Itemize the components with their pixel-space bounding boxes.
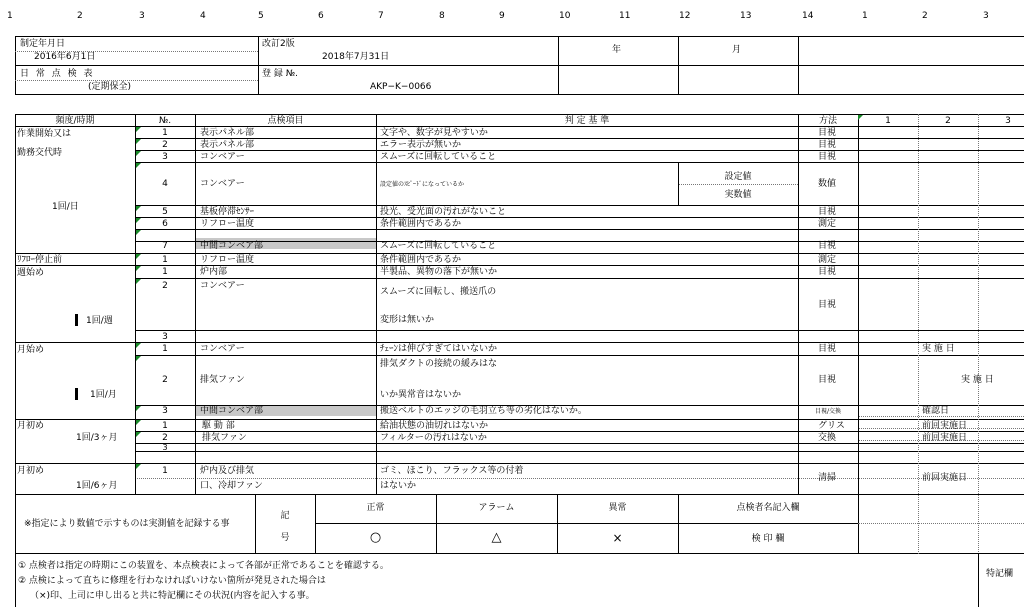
group-quarterly-frequency: 1回/3ヶ月	[76, 433, 118, 443]
row-criteria: 条件範囲内であるか	[380, 255, 462, 265]
row-implementation-date: 実 施 日	[922, 344, 955, 354]
sheet-subtitle: (定期保全)	[88, 82, 132, 92]
established-date: 2016年6月1日	[34, 52, 96, 62]
row-method: 交換	[818, 433, 837, 443]
row-method: グリス	[818, 421, 845, 431]
row-criteria: 搬送ベルトのエッジの毛羽立ち等の劣化はないか。	[380, 406, 587, 416]
row-no: 5	[162, 207, 168, 217]
row-no: 6	[162, 219, 168, 229]
row-method: 数値	[818, 179, 837, 189]
row-method: 目視/交換	[815, 408, 842, 415]
col-num: 11	[619, 11, 631, 21]
row-item: 排気ファン	[200, 375, 245, 385]
year-label: 年	[612, 45, 622, 55]
row-method: 目視	[818, 300, 837, 310]
col-num: 8	[439, 11, 445, 21]
row-implementation-date: 実 施 日	[961, 375, 994, 385]
group-half-year-title: 月初め	[17, 466, 45, 476]
row-no: 1	[162, 255, 168, 265]
registration-number: AKP−K−0066	[370, 82, 432, 92]
row-no: 1	[162, 128, 168, 138]
row-criteria: 半製品、異物の落下が無いか	[380, 267, 498, 277]
row-item-line1: 炉内及び排気	[200, 466, 255, 476]
legend-normal-label: 正常	[366, 503, 385, 513]
row-item: 基板停滞ｾﾝｻｰ	[200, 207, 255, 217]
row-item: 中間コンベア部	[200, 406, 264, 416]
row-method: 目視	[818, 207, 837, 217]
row-subfield-setting: 設定値	[724, 172, 752, 182]
row-no: 1	[162, 267, 168, 277]
registration-label: 登 録 №.	[262, 69, 298, 79]
legend-abnormal-mark: ×	[612, 531, 623, 545]
remarks-label: 特記欄	[986, 569, 1014, 579]
legend-abnormal-label: 異常	[608, 503, 627, 513]
row-method: 測定	[818, 219, 837, 229]
col-num: 3	[983, 11, 989, 21]
row-no: 2	[162, 433, 168, 443]
row-no: 1	[162, 466, 168, 476]
legend-symbol-label-1: 記	[280, 511, 290, 521]
row-criteria-line1: スムーズに回転し、搬送爪の	[380, 287, 497, 297]
row-criteria: 給油状態の油切れはないか	[380, 421, 489, 431]
row-no: 7	[162, 241, 168, 251]
row-item: 排気ファン	[202, 433, 247, 443]
row-method: 測定	[818, 255, 837, 265]
group-half-year-frequency: 1回/6ヶ月	[76, 481, 118, 491]
col-num: 5	[258, 11, 264, 21]
group-reflow-stop: ﾘﾌﾛｰ停止前	[17, 255, 63, 265]
legend-normal-mark: ○	[369, 530, 382, 545]
col-header-no: №.	[158, 116, 172, 126]
row-criteria: 条件範囲内であるか	[380, 219, 462, 229]
col-header-method: 方法	[818, 116, 837, 126]
row-no: 2	[162, 375, 168, 385]
row-criteria-line1: ゴミ、ほこり、フラックス等の付着	[380, 466, 524, 476]
group-daily-frequency: 1回/日	[52, 202, 79, 212]
group-daily-title2: 勤務交代時	[17, 148, 63, 158]
row-previous-date: 前回実施日	[922, 433, 968, 443]
legend-alarm-label: アラーム	[478, 503, 515, 513]
row-no: 1	[162, 344, 168, 354]
row-method: 目視	[818, 140, 837, 150]
row-method: 目視	[818, 267, 837, 277]
group-quarterly-title: 月初め	[17, 421, 45, 431]
col-num: 6	[318, 11, 324, 21]
col-num: 9	[499, 11, 505, 21]
row-item: 炉内部	[200, 267, 228, 277]
col-num: 12	[679, 11, 691, 21]
row-criteria-line2: はないか	[380, 481, 417, 491]
group-weekly-frequency: 1回/週	[86, 316, 113, 326]
row-item: リフロー温度	[200, 255, 255, 265]
row-item: リフロー温度	[200, 219, 255, 229]
col-num: 7	[378, 11, 384, 21]
footer-note-2: ② 点検によって直ちに修理を行わなければいけない箇所が発見された場合は	[18, 576, 326, 586]
row-method: 目視	[818, 241, 837, 251]
col-header-criteria: 判 定 基 準	[564, 116, 610, 126]
row-item: 表示パネル部	[200, 140, 255, 150]
row-no: 3	[162, 332, 168, 342]
revision-label: 改訂2版	[262, 39, 295, 49]
row-item: コンベアー	[200, 179, 245, 189]
row-item: コンベアー	[200, 152, 245, 162]
row-criteria: スムーズに回転していること	[380, 241, 497, 251]
row-method: 目視	[818, 128, 837, 138]
col-header-frequency: 頻度/時期	[55, 116, 95, 126]
legend-note: ※指定により数値で示すものは実測値を記録する事	[24, 519, 230, 529]
inspector-name-label: 点検者名記入欄	[736, 503, 800, 513]
row-no: 2	[162, 281, 168, 291]
row-previous-date: 前回実施日	[922, 473, 968, 483]
row-criteria-line2: 変形は無いか	[380, 315, 435, 325]
established-label: 制定年月日	[20, 39, 66, 49]
group-monthly-frequency: 1回/月	[90, 390, 117, 400]
row-method: 目視	[818, 344, 837, 354]
col-num: 13	[740, 11, 752, 21]
row-criteria: スムーズに回転していること	[380, 152, 497, 162]
row-criteria: 文字や、数字が見やすいか	[380, 128, 488, 138]
row-criteria: フィルターの汚れはないか	[380, 433, 487, 443]
stamp-label: 検 印 欄	[751, 534, 785, 544]
row-criteria: 設定値のｽﾋﾟｰﾄﾞになっているか	[380, 181, 465, 188]
sheet-title: 日 常 点 検 表	[20, 69, 95, 79]
row-confirmation-date: 確認日	[922, 406, 950, 416]
col-header-item: 点検項目	[267, 116, 304, 126]
revision-date: 2018年7月31日	[322, 52, 390, 62]
row-no: 3	[162, 406, 168, 416]
row-no: 1	[162, 421, 168, 431]
row-criteria: エラー表示が無いか	[380, 140, 462, 150]
col-num: 10	[559, 11, 571, 21]
footer-note-1: ① 点検者は指定の時期にこの装置を、本点検表によって各部が正常であることを確認する。	[18, 561, 389, 571]
footer-note-3: （×)印、上司に申し出ると共に特記欄にその状況(内容を記入する事。	[30, 591, 315, 601]
row-item: 駆 動 部	[202, 421, 235, 431]
row-no: 3	[162, 443, 168, 452]
col-header-day1: 1	[885, 116, 891, 126]
col-num: 2	[922, 11, 928, 21]
legend-symbol-label-2: 号	[280, 533, 290, 543]
row-item: コンベアー	[200, 344, 245, 354]
row-method: 目視	[818, 375, 837, 385]
row-criteria-line2: いか異常音はないか	[380, 390, 462, 400]
month-label: 月	[732, 45, 742, 55]
row-subfield-actual: 実数値	[724, 190, 752, 200]
group-daily-title: 作業開始又は	[17, 129, 72, 139]
row-no: 3	[162, 152, 168, 162]
col-num: 14	[802, 11, 814, 21]
row-no: 2	[162, 140, 168, 150]
row-item: 表示パネル部	[200, 128, 255, 138]
col-num: 3	[139, 11, 145, 21]
col-header-day3: 3	[1005, 116, 1011, 126]
row-criteria-line1: 排気ダクトの接続の緩みはな	[380, 359, 498, 369]
col-num: 1	[7, 11, 13, 21]
group-monthly-title: 月始め	[17, 345, 45, 355]
row-item-line2: 口、冷却ファン	[200, 481, 263, 491]
col-num: 1	[862, 11, 868, 21]
row-criteria: ﾁｪｰﾝは伸びすぎてはいないか	[380, 344, 498, 354]
col-num: 2	[77, 11, 83, 21]
col-num: 4	[200, 11, 206, 21]
row-method: 清掃	[818, 473, 837, 483]
row-item: 中間コンベア部	[200, 241, 264, 251]
col-header-day2: 2	[945, 116, 951, 126]
legend-alarm-mark: △	[491, 530, 502, 545]
row-previous-date: 前回実施日	[922, 421, 968, 431]
group-weekly-title: 週始め	[17, 268, 45, 278]
row-item: コンベアー	[200, 281, 245, 291]
row-criteria: 投光、受光面の汚れがないこと	[380, 207, 507, 217]
row-method: 目視	[818, 152, 837, 162]
row-no: 4	[162, 179, 168, 189]
